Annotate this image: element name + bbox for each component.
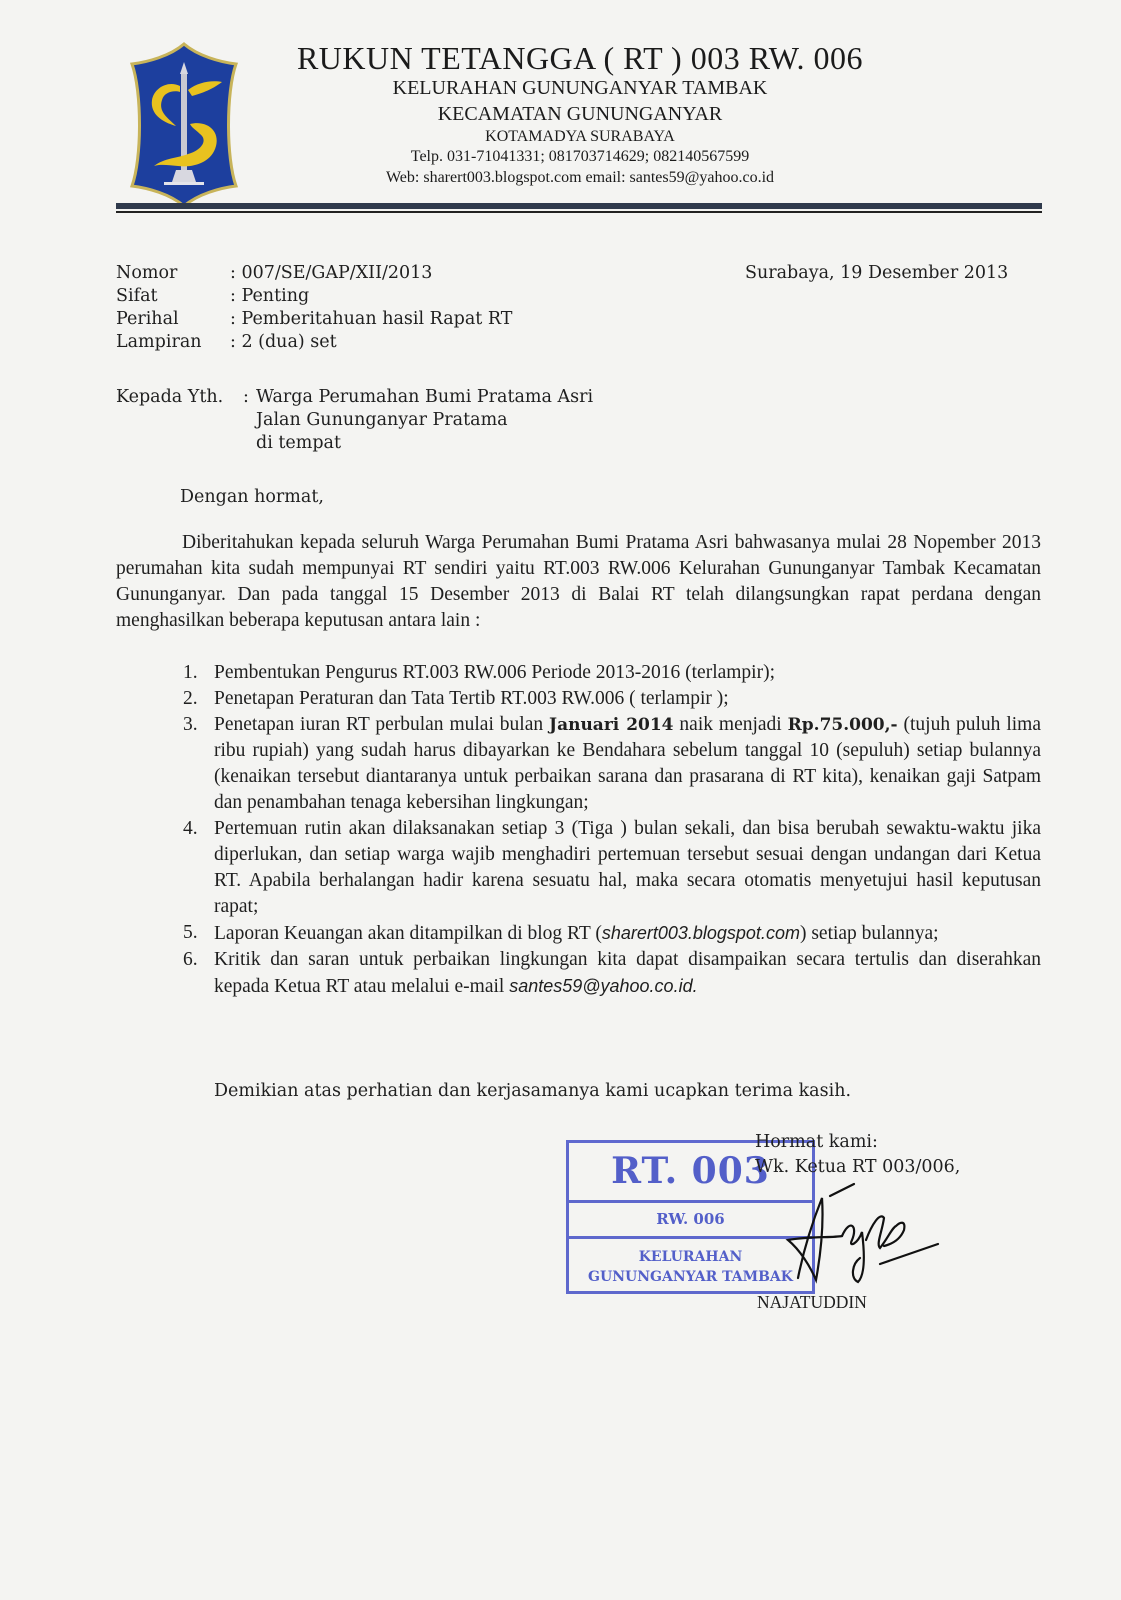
decision-item (183, 712, 1041, 816)
decision-text: ) setiap bulannya; (799, 923, 939, 944)
letterhead-title: RUKUN TETANGGA ( RT ) 003 RW. 006 (296, 40, 864, 76)
effective-month: Januari 2014 (549, 715, 674, 735)
decision-number: 1. (183, 662, 198, 683)
stamp-kelurahan-label: KELURAHAN (638, 1249, 743, 1265)
lampiran-value: : 2 (dua) set (230, 332, 337, 352)
letterhead-web-email: Web: sharert003.blogspot.com email: santes59@yahoo.co.id (385, 169, 775, 186)
intro-paragraph: Diberitahukan kepada seluruh Warga Perumahan Bumi Pratama Asri bahwasanya mulai 28 Nopember 2013 perumahan kita sudah mempunyai RT sendiri yaitu RT.003 RW.006 Kelurahan Gununganyar Tambak Kecamatan Gununganyar. Dan pada tanggal 15 Desember 2013 di Balai RT telah dilangsungkan rapat perdana dengan menghasilkan beberapa keputusan antara lain : (116, 532, 1041, 631)
letterhead-rule-thin (116, 211, 1042, 213)
lampiran-label: Lampiran (116, 332, 202, 352)
letterhead-rule-thick (116, 203, 1042, 209)
letterhead-kecamatan: KECAMATAN GUNUNGANYAR (437, 103, 723, 125)
signatory-name: NAJATUDDIN (757, 1292, 867, 1312)
perihal-label: Perihal (116, 309, 179, 329)
decision-number: 4. (183, 818, 198, 839)
decision-number: 3. (183, 714, 198, 735)
email-link[interactable]: santes59@yahoo.co.id. (509, 976, 698, 996)
decisions-list (183, 660, 1041, 1000)
decision-number: 2. (183, 688, 198, 709)
fee-amount: Rp.75.000,- (787, 715, 898, 735)
decision-text: (tujuh puluh lima ribu rupiah) yang sudah harus dibayarkan ke Bendahara sebelum tanggal 10 (sepuluh) setiap bulannya (kenaikan tersebut diantaranya untuk perbaikan sarana dan prasarana di RT kita), kenaikan gaji Satpam dan penambahan tenaga kebersihan lingkungan; (214, 714, 1042, 813)
decision-text: Pembentukan Pengurus RT.003 RW.006 Periode 2013-2016 (terlampir); (214, 662, 776, 683)
decision-number: 5. (183, 922, 198, 943)
stamp-kelurahan-name: GUNUNGANYAR TAMBAK (588, 1269, 793, 1285)
decision-item (183, 660, 1041, 686)
decision-number: 6. (183, 949, 198, 970)
decision-item (183, 686, 1041, 712)
sifat-value: : Penting (230, 286, 310, 306)
salutation: Dengan hormat, (180, 487, 324, 507)
letterhead-phone: Telp. 031-71041331; 081703714629; 082140567599 (410, 148, 750, 165)
blog-link[interactable]: sharert003.blogspot.com (601, 923, 800, 943)
decision-item (183, 947, 1041, 1000)
decision-item (183, 816, 1041, 920)
stamp-kelurahan (569, 1239, 812, 1287)
decision-text: Penetapan iuran RT perbulan mulai bulan (214, 714, 550, 735)
decision-text: naik menjadi (673, 714, 788, 735)
decision-text: Pertemuan rutin akan dilaksanakan setiap 3 (Tiga ) bulan sekali, dan bisa berubah sewaktu-waktu jika diperlukan, dan setiap warga wajib menghadiri pertemuan tersebut sesuai dengan undangan dari Ketua RT. Apabila berhalangan hadir karena sesuatu hal, maka secara otomatis menyetujui hasil keputusan rapat; (214, 818, 1041, 917)
nomor-value: : 007/SE/GAP/XII/2013 (230, 263, 433, 283)
recipient-colon: : (243, 387, 249, 407)
decision-text: Kritik dan saran untuk perbaikan lingkungan kita dapat disampaikan secara tertulis dan diserahkan kepada Ketua RT atau melalui e-mail (214, 949, 1041, 997)
recipient-line-2: Jalan Gununganyar Pratama (256, 410, 508, 430)
handwritten-signature-icon (780, 1178, 950, 1288)
nomor-label: Nomor (116, 263, 178, 283)
stamp-rw: RW. 006 (569, 1203, 812, 1239)
letterhead-kelurahan: KELURAHAN GUNUNGANYAR TAMBAK (392, 77, 768, 99)
letter-date: Surabaya, 19 Desember 2013 (745, 263, 1009, 283)
closing-sentence: Demikian atas perhatian dan kerjasamanya kami ucapkan terima kasih. (214, 1081, 852, 1101)
signature-position: Wk. Ketua RT 003/006, (755, 1157, 961, 1177)
perihal-value: : Pemberitahuan hasil Rapat RT (230, 309, 513, 329)
decision-text: Laporan Keuangan akan ditampilkan di blog RT ( (214, 923, 602, 944)
stamp-rt: RT. 003 (569, 1143, 812, 1203)
recipient-line-1: Warga Perumahan Bumi Pratama Asri (256, 387, 594, 407)
decision-item (183, 920, 1041, 947)
recipient-label: Kepada Yth. (116, 387, 224, 407)
surabaya-crest-icon (128, 42, 240, 208)
letterhead-kota: KOTAMADYA SURABAYA (485, 128, 675, 145)
recipient-line-3: di tempat (256, 433, 342, 453)
signature-greeting: Hormat kami: (755, 1132, 878, 1152)
decision-text: Penetapan Peraturan dan Tata Tertib RT.003 RW.006 ( terlampir ); (214, 688, 729, 709)
sifat-label: Sifat (116, 286, 158, 306)
